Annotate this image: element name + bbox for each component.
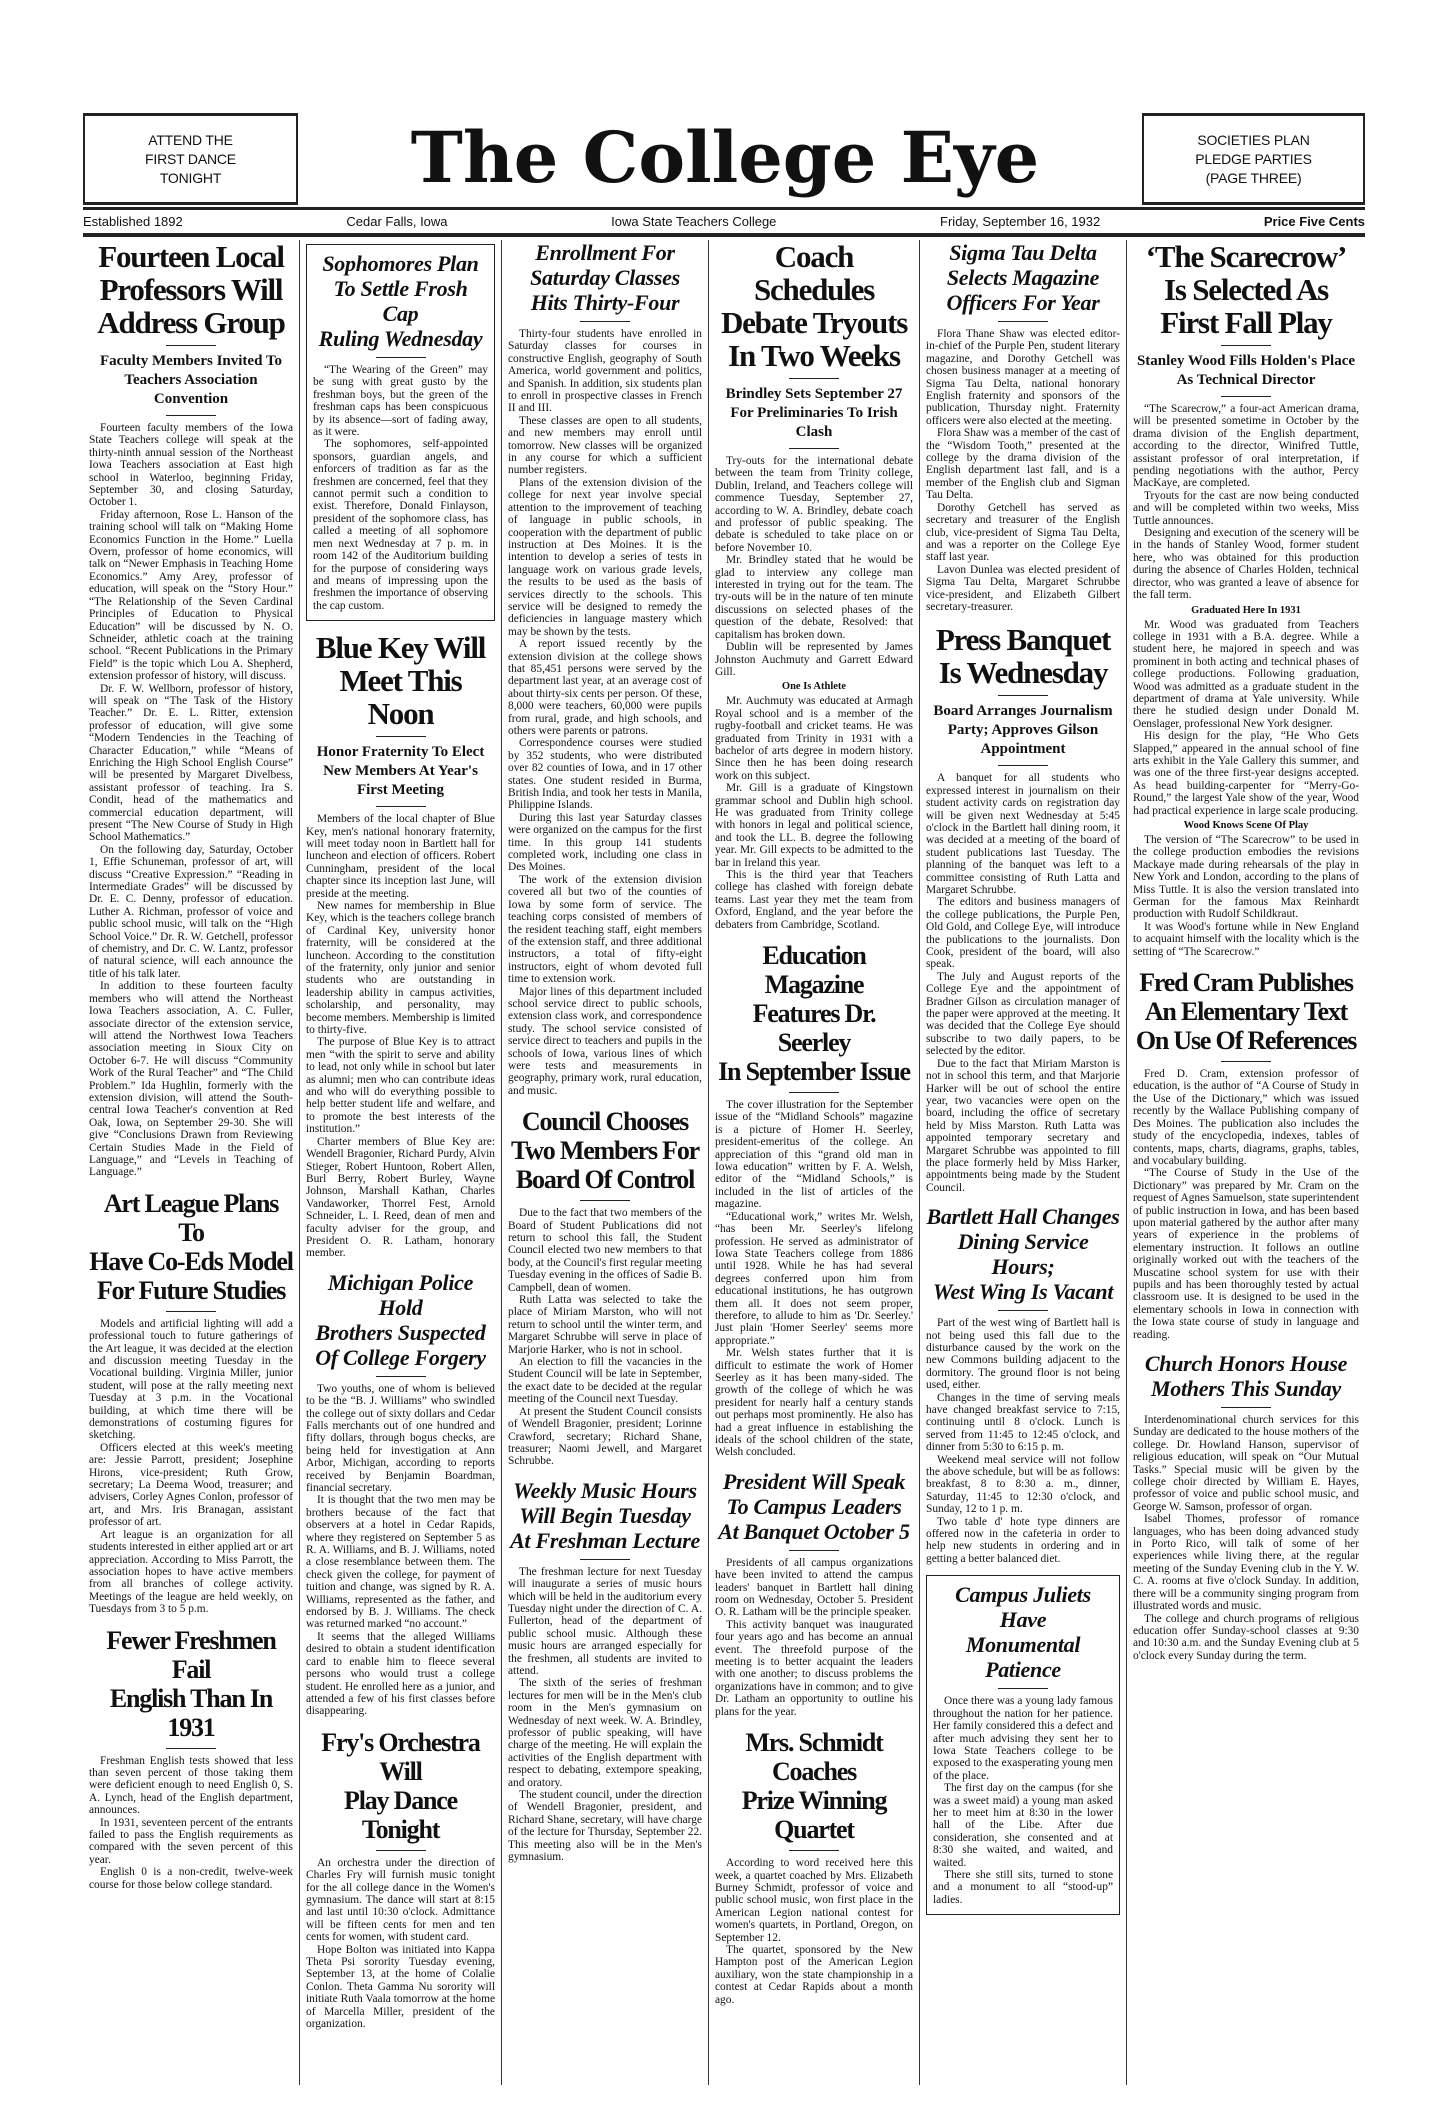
paragraph: Designing and execution of the scenery will be in the hands of Stanley Wood, former student here, who was obtained for this production during the absence of Charles Holden, technical director, who was granted a leave of absence for the fall term. <box>1133 527 1359 602</box>
divider <box>166 415 216 416</box>
headline-line: Fred Cram Publishes <box>1139 968 1353 998</box>
article <box>89 240 293 1179</box>
paragraph: A banquet for all students who expressed interest in journalism on their student activity cards on registration day will be given next Wednesday at 5:45 o'clock in the Bartlett hall dining room, it was decided at a meeting of the board of student publications last Tuesday. The planning of the banquet was left to a committee consisting of Ruth Latta and Margaret Schrubbe. <box>926 772 1120 896</box>
paragraph: The first day on the campus (for she was a sweet maid) a young man asked her to meet him at 8:30 in the lower hall of the Libe. After due consideration, she consented and at 8:30 she waited, and waited, and waited. <box>933 1782 1113 1869</box>
masthead-rule <box>83 207 1365 210</box>
ear-line: TONIGHT <box>159 169 222 186</box>
paragraph: There she still sits, turned to stone and a monument to all “stood-up” ladies. <box>933 1868 1113 1906</box>
headline <box>1133 1351 1359 1401</box>
headline <box>89 240 293 339</box>
paragraph: Plans of the extension division of the college for next year involve special attention to the improvement of teaching of language in public schools, in cooperation with the department of public instruction at Des Moines. It is the intention to develop a series of tests in language work on various grade levels, the results to be used as the basis of services directly to the schools. This service will be designed to remedy the deficiencies in language mastery which may be shown by the tests. <box>508 476 702 638</box>
paragraph: The sophomores, self-appointed sponsors, guardian angels, and enforcers of tradition as far as the freshmen are concerned, feel that they cannot permit such a condition to exist. Therefore, Donald Finlayson, president of the sophomore class, has called a meeting of all sophomore men next Wednesday at 7 p. m. in room 142 of the Auditorium building for the purpose of considering ways and means of impressing upon the freshmen the importance of observing the cap custom. <box>313 438 488 612</box>
headline-line: Professors Will <box>99 272 283 307</box>
article <box>306 244 495 621</box>
paragraph: “The Scarecrow,” a four-act American drama, will be presented sometime in October by the drama division of the English department, according to the director, Winifred Tuttle, assistant professor of oral interpretation, if pending negotiations with the author, Percy MacKaye, are completed. <box>1133 403 1359 490</box>
headline-line: Council Chooses <box>521 1107 689 1137</box>
headline-line: Board Of Control <box>515 1165 695 1195</box>
divider <box>1221 1407 1271 1408</box>
paragraph: Mr. Gill is a graduate of Kingstown grammar school and Dublin high school. He was graduated from Trinity college with honors in legal and political science, and took the LL. B. degree the following year. Mr. Gill expects to be admitted to the bar in Ireland this year. <box>715 782 913 869</box>
paragraph: “The Wearing of the Green” may be sung with great gusto by the freshman boys, but the green of the freshman caps has been conspicuous by its absence—sort of fading away, as it were. <box>313 364 488 439</box>
paragraph: The version of “The Scarecrow” to be used in the college production embodies the revisions Mackaye made during rehearsals of the play in New York and London, according to the plans of Miss Tuttle. It is also the version translated into German for the famous Max Reinhardt production with Rudolf Schildkraut. <box>1133 834 1359 921</box>
paragraph: Mr. Brindley stated that he would be glad to interview any college man interested in trying out for the team. The try-outs will be in the nature of ten minute discussions on selected phases of the question of the debate, Resolved: that capitalism has broken down. <box>715 554 913 641</box>
divider <box>1221 396 1271 397</box>
paragraph: The purpose of Blue Key is to attract men “with the spirit to serve and ability to lead, not only while in school but later as alumni; men who can contribute ideas and who will do everything possible to help better student life and welfare, and to promote the best interests of the institution.” <box>306 1036 495 1136</box>
paragraph: In 1931, seventeen percent of the entrants failed to pass the English requirements as compared with the seven percent of this year. <box>89 1816 293 1866</box>
divider <box>789 1092 839 1093</box>
paragraph: These classes are open to all students, and new members may enroll until tomorrow. New classes will be organized in any course for which a sufficient number registers. <box>508 414 702 477</box>
subheadline: Faculty Members Invited To Teachers Association Convention <box>99 353 283 407</box>
paragraph: The July and August reports of the College Eye and the appointment of Bradner Gilson as circulation manager of the paper were approved at the meeting. It was decided that the College Eye should subscribe to two daily papers, to be selected by the editor. <box>926 970 1120 1058</box>
headline-line: Campus Juliets Have <box>955 1582 1091 1633</box>
ear-line: ATTEND THE <box>148 131 233 148</box>
divider <box>166 1311 216 1312</box>
headline <box>1133 968 1359 1055</box>
article <box>508 240 702 1097</box>
left-ear-box <box>83 113 298 205</box>
headline-line: Mothers This Sunday <box>1151 1376 1341 1401</box>
subheadline: Honor Fraternity To Elect New Members At Year's First Meeting <box>316 744 485 799</box>
headline-line: Selects Magazine <box>946 265 1100 290</box>
paragraph: Flora Shaw was a member of the cast of the “Wisdom Tooth,” presented at the college by the drama division of the English department last fall, and is a member of the English club and Sigman Tau Delta. <box>926 427 1120 502</box>
headline-line: Press Banquet <box>935 622 1111 658</box>
headline <box>933 1582 1113 1682</box>
headline-line: Fry's Orchestra Will <box>321 1727 480 1786</box>
column-5 <box>919 240 1126 2085</box>
divider <box>580 321 630 322</box>
article <box>306 1728 495 2031</box>
article <box>715 1469 913 1718</box>
headline-line: Blue Key Will <box>315 630 486 666</box>
crosshead: Wood Knows Scene Of Play <box>1183 820 1309 831</box>
paragraph: This activity banquet was inaugurated four years ago and has become an annual event. The threefold purpose of the meeting is to better acquaint the leaders with one another; to discuss problems the organizations have in common; and to give Dr. Latham an opportunity to outline his plans for the year. <box>715 1618 913 1718</box>
divider <box>376 806 426 807</box>
headline-line: At Banquet October 5 <box>718 1518 910 1544</box>
headline <box>926 623 1120 689</box>
headline-line: Enrollment For <box>535 240 675 265</box>
paragraph: It is thought that the two men may be brothers because of the fact that observers at a hotel in Cedar Rapids, where they registered on September 5 as R. A. Williams, and B. J. Williams, noted a close resemblance between them. The check given the college, for payment of tuition and change, was signed by R. A. Williams, represented as the father, and endorsed by B. J. Williams. The check was returned marked “no account.” <box>306 1494 495 1631</box>
headline <box>508 1478 702 1553</box>
ear-line: PLEDGE PARTIES <box>1195 150 1312 167</box>
paragraph: His design for the play, “He Who Gets Slapped,” appeared in the annual school of fine arts exhibit in the Yale Gallery this summer, and was one of the three first-year designs accepted. As head building-carpenter for “Merry-Go-Round,” the largest Yale show of the year, Wood had practical experience in large scale producing. <box>1133 730 1359 817</box>
established: Established 1892 <box>83 214 183 229</box>
headline-line: Prize Winning Quartet <box>741 1786 887 1845</box>
headline <box>1133 240 1359 339</box>
paragraph: An orchestra under the direction of Charles Fry will furnish music tonight for the all college dance in the Women's gymnasium. The dance will start at 8:15 and last until 10:30 o'clock. Admittance will be fifteen cents for men and ten cents for women, with student card. <box>306 1856 495 1944</box>
paragraph: English 0 is a non-credit, twelve-week course for those below college standard. <box>89 1866 293 1891</box>
paragraph: On the following day, Saturday, October 1, Effie Schuneman, professor of art, will discuss “Creative Expression.” “Reading in Intermediate Grades” will be discussed by Dr. E. C. Denny, professor of education. Luther A. Richman, professor of voice and public school music, will talk on the “High School Voice.” Dr. R. W. Getchell, professor of chemistry, and Dr. C. W. Lantz, professor of natural science, will each announce the title of his talk later. <box>89 843 293 980</box>
ear-line: FIRST DANCE <box>145 150 236 167</box>
headline-line: Coach Schedules <box>753 240 875 307</box>
headline-line: Art League Plans To <box>103 1188 279 1247</box>
headline-line: In September Issue <box>718 1057 910 1087</box>
paragraph: During this last year Saturday classes were organized on the campus for the first time. In this group 141 students completed work, including one class in Des Moines. <box>508 811 702 874</box>
divider <box>789 1550 839 1551</box>
paragraph: According to word received here this week, a quartet coached by Mrs. Elizabeth Burney Schmidt, professor of voice and public school music, won first place in the American Legion national contest for women's quartets, in Portland, Oregon, on September 12. <box>715 1857 913 1944</box>
subheadline: Board Arranges Journalism Party; Approves Gilson Appointment <box>933 703 1113 758</box>
ear-line: SOCIETIES PLAN <box>1197 131 1310 148</box>
paragraph: Thirty-four students have enrolled in Saturday classes for courses in constructive English, geography of South America, world government and politics, and Spanish. In addition, six students plan to enroll in prospective classes in French II and III. <box>508 328 702 415</box>
headline-line: Bartlett Hall Changes <box>926 1204 1120 1230</box>
paragraph: A report issued recently by the extension division at the college shows that 85,451 persons were served by the department last year, at an average cost of about thirty-six cents per person. Of these, 8,000 were teachers, 60,000 were pupils from rural, grade, and high schools, and others were parents or patrons. <box>508 638 702 737</box>
article <box>715 941 913 1459</box>
headline-line: For Future Studies <box>96 1275 286 1305</box>
divider <box>1221 345 1271 346</box>
paragraph: An election to fill the vacancies in the Student Council will be late in September, the exact date to be decided at the regular meeting of the Council next Tuesday. <box>508 1356 702 1406</box>
headline-line: Ruling Wednesday <box>318 326 483 351</box>
paragraph: Major lines of this department included school service direct to public schools, extension class work, and correspondence study. The school service consisted of service direct to teachers and pupils in the schools of Iowa, various lines of which were tests and measurements in geography, primary work, rural education, and music. <box>508 985 702 1097</box>
headline-line: Features Dr. Seerley <box>752 999 876 1058</box>
divider <box>1221 1061 1271 1062</box>
article <box>715 240 913 931</box>
paragraph: Dr. F. W. Wellborn, professor of history, will speak on “The Task of the History Teacher.” Dr. E. L. Ritter, extension professor of education, will give some “Modern Tendencies in the Teaching of Character Education,” while “Means of Enriching the High School English Course” will be presented by Margaret Divelbess, assistant professor of teaching. Ira S. Condit, head of the mathematics and commercial education department, will present “The New Course of Study in High School Mathematics.” <box>89 682 293 844</box>
paragraph: Changes in the time of serving meals have changed breakfast service to 7:15, continuing until 8 o'clock. Lunch is served from 11:45 to 12:45 o'clock, and dinner from 5:30 to 6:15 p. m. <box>926 1391 1120 1454</box>
headline-line: Sigma Tau Delta <box>949 240 1097 265</box>
paragraph: Models and artificial lighting will add a professional touch to future gatherings of the Art league, it was decided at the election and discussion meeting Tuesday in the Vocational building. Virginia Miller, junior student, will pose at the rally meeting next Tuesday at 3 p.m. in the Vocational building, at which time there will be demonstrations of costuming figures for sketching. <box>89 1317 293 1442</box>
headline-line: First Fall Play <box>1160 305 1332 340</box>
paragraph: “The Course of Study in the Use of the Dictionary” was prepared by Mr. Cram on the request of Agnes Samuelson, state superintendent of public instruction in Iowa, and has been based upon material gathered by the author after many years of experience in the problems of elementary instruction. It follows an outline originally worked out with the teachers of the Muscatine school system for use with their pupils and has been thoroughly tested by actual classroom use. It is designed to be used in the elementary schools in Iowa in connection with the Iowa state course of study in language and reading. <box>1133 1167 1359 1341</box>
divider <box>166 1748 216 1749</box>
article <box>926 240 1120 613</box>
paragraph: Fourteen faculty members of the Iowa State Teachers college will speak at the thirty-ninth annual session of the Northeast Iowa Teachers association at East high school in Waterloo, beginning Friday, September 30, and closing Saturday, October 1. <box>89 422 293 509</box>
divider <box>789 1850 839 1851</box>
divider <box>789 448 839 449</box>
headline-line: At Freshman Lecture <box>510 1527 700 1553</box>
headline-line: Monumental Patience <box>965 1632 1081 1683</box>
paragraph: Lavon Dunlea was elected president of Sigma Tau Delta, Margaret Schrubbe vice-president, and Elizabeth Gilbert secretary-treasurer. <box>926 563 1120 613</box>
paragraph: Flora Thane Shaw was elected editor-in-chief of the Purple Pen, student literary magazine, and Dorothy Getchell was chosen business manager at a meeting of Sigma Tau Delta, national honorary English fraternity and sponsors of the publication, Thursday night. Fraternity officers were also elected at the meeting. <box>926 328 1120 427</box>
paragraph: Due to the fact that two members of the Board of Student Publications did not return to school this fall, the Student Council elected two new members to that body, at the Council's first regular meeting Tuesday evening in the offices of Sadie B. Campbell, dean of women. <box>508 1207 702 1294</box>
paragraph: The student council, under the direction of Wendell Bragonier, president, and Richard Shane, secretary, will have charge of the lecture for Thursday, September 22. This meeting also will be in the Men's gymnasium. <box>508 1789 702 1864</box>
dateline-rule <box>83 233 1365 237</box>
headline-line: Michigan Police Hold <box>327 1269 474 1320</box>
divider <box>998 1688 1048 1689</box>
headline <box>715 1728 913 1844</box>
divider <box>376 1376 426 1377</box>
paragraph: Dorothy Getchell has served as secretary and treasurer of the English club, vice-president of Sigma Tau Delta, and was a reporter on the College Eye staff last year. <box>926 501 1120 564</box>
paragraph: At present the Student Council consists of Wendell Bragonier, president; Lorinne Crawford, secretary; Richard Shane, treasurer; Naomi Jewell, and Margaret Schrubbe. <box>508 1405 702 1468</box>
newspaper-nameplate: The College Eye <box>410 116 1040 199</box>
crosshead: One Is Athlete <box>781 681 847 693</box>
headline <box>313 251 488 351</box>
paragraph: The college and church programs of religious education offer Sunday-school classes at 9:30 and 10:30 a.m. and the Sunday Evening club at 5 o'clock every Sunday during the term. <box>1133 1612 1359 1662</box>
dateline <box>83 212 1365 232</box>
paragraph: Two youths, one of whom is believed to be the “B. J. Williams” who swindled the college out of sixty dollars and Cedar Falls merchants out of one hundred and fifty dollars, through bogus checks, are being held for investigation at Ann Arbor, Michigan, according to reports received by Benjamin Boardman, financial secretary. <box>306 1382 495 1494</box>
ear-line: (PAGE THREE) <box>1205 169 1302 186</box>
paragraph: It was Wood's fortune while in New England to acquaint himself with the locality which is the setting of “The Scarecrow.” <box>1133 920 1359 958</box>
headline-line: Address Group <box>97 305 285 340</box>
headline-line: Have Co-Eds Model <box>89 1246 293 1276</box>
article <box>926 1575 1120 1915</box>
paragraph: The sixth of the series of freshman lectures for men will be in the Men's club room in the Men's gymnasium on Wednesday of next week. W. A. Brindley, professor of public speaking, will have charge of the meeting. He will explain the activities of the English department with respect to debating, extempore speaking, and oratory. <box>508 1677 702 1789</box>
headline <box>89 1189 293 1305</box>
paragraph: This is the third year that Teachers college has clashed with foreign debate teams. Last year they met the team from Oxford, England, and the year before the debaters from Cambridge, Scotland. <box>715 869 913 931</box>
paragraph: In addition to these fourteen faculty members who will attend the Northeast Iowa Teachers association, A. C. Fuller, associate director of the extension service, will attend the Northwest Iowa Teachers association meeting in Sioux City on October 6-7. He will discuss “Community Work of the Rural Teacher” and “The Child Problem.” Ida Hughlin, formerly with the extension division, will attend the South-central Iowa Teacher's convention at Red Oak, Iowa, on September 29-30. She will give “Conclusions Drawn from Reviewing Certain Studies Made in the Field of Language,” and “Levels in Teaching of Language.” <box>89 980 293 1179</box>
headline <box>508 240 702 315</box>
paragraph: Mr. Auchmuty was educated at Armagh Royal school and is a member of the rugby-football and cricket teams. He was graduated from Trinity in 1931 with a bachelor of arts degree in modern history. Since then he has been doing research work on this subject. <box>715 695 913 782</box>
headline-line: In Two Weeks <box>728 338 900 373</box>
paragraph: Friday afternoon, Rose L. Hanson of the training school will talk on “Making Home Economics Function in the Home.” Luella Overn, professor of home economics, will talk on “Newer Emphasis in Teaching Home Economics.” Amy Arey, professor of education, will speak on the “Story Hour.” “The Relationship of the Seven Cardinal Principles of Education to Physical Education” will be discussed by N. O. Schneider, athletic coach at the training school. “Recent Publications in the Primary Field” is the topic which Lou A. Shepherd, extension professor of history, will discuss. <box>89 508 293 683</box>
article <box>1133 1351 1359 1662</box>
headline-line: Debate Tryouts <box>720 305 908 340</box>
article <box>926 1204 1120 1565</box>
paragraph: It seems that the alleged Williams desired to obtain a student identification card to enable him to fleece several persons who would trust a college student. He enrolled here as a junior, and attended a few of his first classes before disappearing. <box>306 1630 495 1718</box>
headline <box>715 1469 913 1544</box>
headline-line: Is Selected As <box>1163 272 1329 307</box>
divider <box>580 1200 630 1201</box>
issue-date: Friday, September 16, 1932 <box>940 214 1101 229</box>
paragraph: Mr. Welsh states further that it is difficult to estimate the work of Homer Seerley as it has been many-sided. The growth of the college of which he was president for nearly half a century stands out perhaps most prominently. He also has had a great influence in establishing the ideals of the school children of the state, Welsh concluded. <box>715 1347 913 1459</box>
divider <box>376 357 426 358</box>
headline-line: Church Honors House <box>1144 1351 1348 1376</box>
article <box>508 1478 702 1864</box>
paragraph: New names for membership in Blue Key, which is the teachers college branch of Cardinal Key, university honor fraternity, will be considered at the luncheon. According to the constitution of the fraternity, only junior and senior students who are outstanding in leadership ability in campus activities, scholarship, and personality, may become members. Membership is limited to thirty-five. <box>306 899 495 1037</box>
subheadline: Brindley Sets September 27 For Preliminaries To Irish Clash <box>725 386 903 440</box>
headline <box>926 1204 1120 1304</box>
article <box>715 1728 913 2006</box>
headline-line: To Campus Leaders <box>726 1493 902 1519</box>
paragraph: Charter members of Blue Key are: Wendell Bragonier, Richard Purdy, Alvin Stieger, Robert Huntoon, Robert Allen, Burl Berry, Robert Burley, Wayne Johnson, Marshall Kathan, Charles Vandaworker, Thorrel Fest, Arnold Schneider, L. I. Reed, dean of men and faculty adviser for the group, and President O. R. Latham, honorary member. <box>306 1135 495 1260</box>
paragraph: Once there was a young lady famous throughout the nation for her patience. Her family considered this a defect and after much advising they sent her to Iowa State Teachers college to be exposed to the exasperating young men of the place. <box>933 1695 1113 1782</box>
divider <box>376 736 426 737</box>
paragraph: Isabel Thomes, professor of romance languages, who has been doing advanced study in Porto Rico, will talk of some of her experiences while living there, at the regular meeting of the Sunday Evening club in the Y. W. C. A. rooms at five o'clock Sunday. In addition, there will be a community singing program from illustrated words and music. <box>1133 1513 1359 1613</box>
right-ear-box <box>1142 113 1365 205</box>
divider <box>998 765 1048 766</box>
paragraph: Members of the local chapter of Blue Key, men's national honorary fraternity, will meet today noon in Bartlett hall for luncheon and election of officers. Robert Cunningham, president of the local chapter since its inception last June, will preside at the meeting. <box>306 813 495 900</box>
school: Iowa State Teachers College <box>611 214 777 229</box>
price: Price Five Cents <box>1263 214 1365 229</box>
headline-line: Saturday Classes <box>530 265 680 290</box>
place: Cedar Falls, Iowa <box>346 214 448 229</box>
column-1 <box>83 240 299 2085</box>
paragraph: Officers elected at this week's meeting are: Jessie Parrott, president; Josephine Hirons, vice-president; Ruth Grow, secretary; La Deema Wood, treasurer; and advisers, Corley Agnes Conlon, professor of art, and Mrs. Iris Branagan, assistant professor of art. <box>89 1441 293 1529</box>
divider <box>789 378 839 379</box>
article <box>508 1107 702 1468</box>
headline-line: ‘The Scarecrow’ <box>1145 240 1347 274</box>
headline-line: Fourteen Local <box>98 240 284 274</box>
headline <box>926 240 1120 315</box>
paragraph: Mr. Wood was graduated from Teachers college in 1931 with a B.A. degree. While a student here, he majored in speech and was prominent in both acting and technical phases of college productions. Following graduation, Wood was admitted as a graduate student in the department of drama at Yale university. While there he studied design under Donald M. Oenslager, professional New York designer. <box>1133 618 1359 730</box>
paragraph: Presidents of all campus organizations have been invited to attend the campus leaders' banquet in Bartlett hall dining room on Wednesday, October 5. President O. R. Latham will be the principle speaker. <box>715 1556 913 1619</box>
divider <box>376 1850 426 1851</box>
paragraph: Dublin will be represented by James Johnston Auchmuty and Garrett Edward Gill. <box>715 641 913 678</box>
paragraph: The work of the extension division covered all but two of the counties of Iowa by some form of service. The teaching corps consisted of members of the resident teaching staff, eight members of the extension staff, and three additional instructors, a total of fifty-eight instructors, eight of whom devoted full time to extension work. <box>508 873 702 986</box>
paragraph: The quartet, sponsored by the New Hampton post of the American Legion auxiliary, won the state championship in a contest at Cedar Rapids about a month ago. <box>715 1943 913 2006</box>
headline-line: Education Magazine <box>762 941 866 1000</box>
crosshead: Graduated Here In 1931 <box>1191 604 1301 616</box>
headline-line: Is Wednesday <box>938 655 1108 691</box>
column-4 <box>708 240 919 2085</box>
headline-line: On Use Of References <box>1135 1026 1357 1056</box>
divider <box>998 695 1048 696</box>
headline-line: Fewer Freshmen Fail <box>106 1625 276 1684</box>
headline-line: English Than In 1931 <box>109 1683 273 1742</box>
column-2 <box>299 240 501 2085</box>
paragraph: Art league is an organization for all students interested in either applied art or art appreciation. According to Miss Parrott, the association hopes to have active members from all branches of college activity. Meetings of the league are held weekly, on Tuesdays from 3 to 5 p.m. <box>89 1528 293 1616</box>
headline-line: Officers For Year <box>946 290 1100 315</box>
headline-line: Weekly Music Hours <box>513 1477 697 1503</box>
headline-line: Mrs. Schmidt Coaches <box>745 1728 883 1787</box>
headline-line: Brothers Suspected <box>315 1319 486 1345</box>
headline-line: Of College Forgery <box>315 1344 486 1370</box>
headline <box>306 1270 495 1370</box>
paragraph: Ruth Latta was selected to take the place of Miriam Marston, who will not return to school until the winter term, and Margaret Schrubbe will serve in place of Marjorie Harker, who is not in school. <box>508 1294 702 1356</box>
headline <box>715 941 913 1086</box>
paragraph: Hope Bolton was initiated into Kappa Theta Psi sorority Tuesday evening, September 13, at the home of Colalie Conlon. Theta Gamma Nu sorority will initiate Ruth Vaala tomorrow at the home of Marcella Miller, president of the organization. <box>306 1943 495 2030</box>
article <box>926 623 1120 1194</box>
paragraph: Freshman English tests showed that less than seven percent of those taking them were deficient enough to need English 0, S. A. Lynch, head of the English department, announces. <box>89 1754 293 1817</box>
subheadline: Stanley Wood Fills Holden's Place As Technical Director <box>1136 353 1356 388</box>
paragraph: Try-outs for the international debate between the team from Trinity college, Dublin, Ireland, and Teachers college will commence Tuesday, September 27, according to W. A. Brindley, debate coach and professor of public speaking. The debate is scheduled to take place on or before November 10. <box>715 455 913 554</box>
paragraph: “Educational work,” writes Mr. Welsh, “has been Mr. Seerley's lifelong profession. He served as administrator of Iowa State Teachers college from 1886 until 1928. While he has had several degrees conferred upon him from educational institutions, he has outgrown them all. It does not seem proper, therefore, to allude to him as 'Dr. Seerley.' Just plain 'Homer Seerley' seems more appropriate.” <box>715 1210 913 1347</box>
headline <box>89 1626 293 1742</box>
headline <box>306 631 495 730</box>
paragraph: Part of the west wing of Bartlett hall is not being used this fall due to the disturbance caused by the work on the new Commons building adjacent to the dormitory. The ground floor is not being used, either. <box>926 1317 1120 1392</box>
paragraph: Correspondence courses were studied by 352 students, who were distributed over 82 counties of Iowa, and in 17 other states. One student resided in Burma, British India, and took her tests in Manila, Philippine Islands. <box>508 737 702 812</box>
headline-line: An Elementary Text <box>1144 997 1348 1027</box>
column-6 <box>1126 240 1365 2085</box>
headline-line: Meet This Noon <box>339 663 462 732</box>
paragraph: The freshman lecture for next Tuesday will inaugurate a series of music hours which will be held in the auditorium every Tuesday night under the direction of C. A. Fullerton, head of the department of public school music. Although these music hours are arranged especially for the freshmen, all students are invited to attend. <box>508 1565 702 1677</box>
paragraph: The editors and business managers of the college publications, the Purple Pen, Old Gold, and College Eye, will introduce the publications to the journalists. Don Cook, president of the board, will also speak. <box>926 896 1120 971</box>
paragraph: Due to the fact that Miriam Marston is not in school this term, and that Marjorie Harker will be out of school the entire year, two vacancies were open on the board, including the office of secretary held by Miss Marston. Ruth Latta was appointed temporary secretary and Margaret Schrubbe was appointed to fill the place formerly held by Miss Harker, appointments being made by the Student Council. <box>926 1057 1120 1194</box>
headline-line: Play Dance Tonight <box>344 1785 457 1844</box>
headline <box>306 1728 495 1844</box>
article <box>306 1270 495 1718</box>
paragraph: The cover illustration for the September issue of the “Midland Schools” magazine is a picture of Homer H. Seerley, president-emeritus of the college. An appreciation of this “grand old man in Iowa education” written by F. A. Welsh, editor of the “Midland Schools,” is included in the list of articles of the magazine. <box>715 1099 913 1211</box>
paragraph: Fred D. Cram, extension professor of education, is the author of “A Course of Study in the Use of the Dictionary,” which was issued recently by the Wallace Publishing company of Des Moines. The publication also includes the study of the encyclopedia, indexes, tables of contents, maps, charts, diagrams, graphs, tables, and vocabulary building. <box>1133 1068 1359 1167</box>
divider <box>998 321 1048 322</box>
headline-line: Two Members For <box>510 1136 699 1166</box>
article <box>89 1626 293 1891</box>
article <box>1133 240 1359 958</box>
article <box>89 1189 293 1616</box>
headline-line: President Will Speak <box>722 1468 906 1494</box>
paragraph: Two table d' hote type dinners are offered now in the cafeteria in order to help new students in ordering and in getting a better balanced diet. <box>926 1515 1120 1565</box>
headline-line: Sophomores Plan <box>322 251 479 276</box>
divider <box>166 345 216 346</box>
headline <box>508 1107 702 1194</box>
headline-line: West Wing Is Vacant <box>932 1279 1114 1305</box>
divider <box>998 1310 1048 1311</box>
paragraph: Tryouts for the cast are now being conducted and will be completed within two weeks, Miss Tuttle announces. <box>1133 489 1359 527</box>
paragraph: Interdenominational church services for this Sunday are dedicated to the house mothers of the college. Dr. Howland Hanson, supervisor of religious education, will speak on “Our Mutual Tasks.” Special music will be given by the college choir directed by William E. Hayes, professor of voice and public school music, and George W. Samson, professor of organ. <box>1133 1414 1359 1513</box>
divider <box>580 1559 630 1560</box>
headline <box>715 240 913 372</box>
column-3 <box>501 240 708 2085</box>
headline-line: Dining Service Hours; <box>957 1229 1089 1280</box>
headline-line: To Settle Frosh Cap <box>333 276 468 326</box>
article <box>306 631 495 1260</box>
headline-line: Hits Thirty-Four <box>530 290 680 315</box>
headline-line: Will Begin Tuesday <box>519 1502 691 1528</box>
paragraph: Weekend meal service will not follow the above schedule, but will be as follows: breakfast, 8 to 8:30 a. m., dinner, Saturday, 11:45 to 12:30 o'clock, and Sunday, 12 to 1 p. m. <box>926 1453 1120 1516</box>
article <box>1133 968 1359 1341</box>
